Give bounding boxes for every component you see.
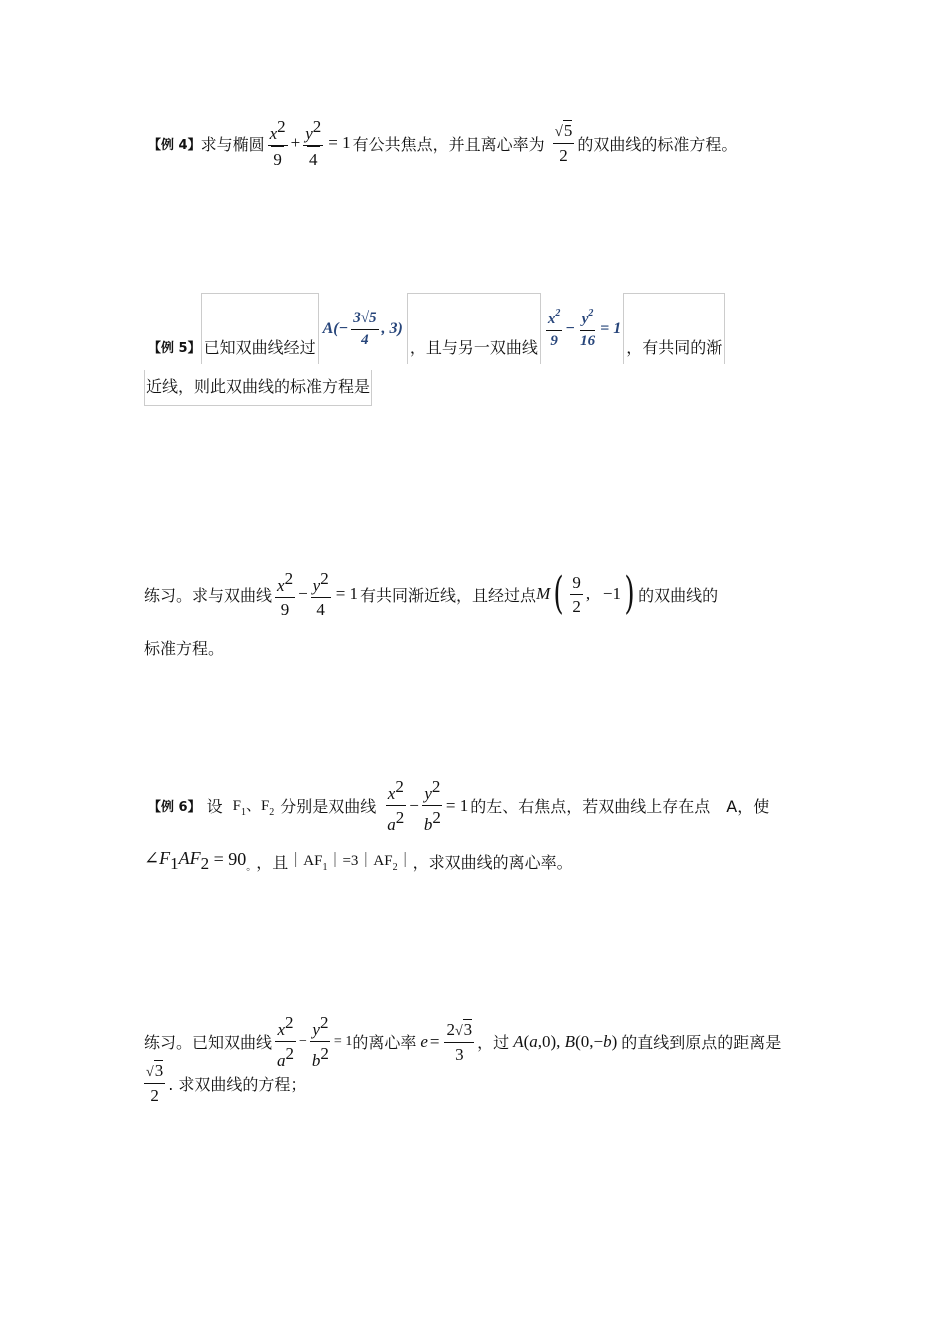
example-4: 【例 4】 求与椭圆 $\frac{x^2}{9}$ + $\frac{y^2}{4}$ = 1 有公共焦点，并且离心率为 $\frac{√5}{2}$ 的双曲线的标准方程。 bbox=[148, 117, 738, 169]
hyperbola-formula: $\frac{x^2}{9}$ − $\frac{y^2}{16}$ = 1 bbox=[547, 308, 622, 349]
practice-2: 练习。已知双曲线 $\frac{x^2}{a^2}$ − $\frac{y^2}{b^2}$ = 1 的离心率 e = $\frac{2√3}{3}$ ，过 A ( a ,0), B (0,− b ) 的直线到原点的距离是 bbox=[144, 1013, 782, 1070]
example-5-label: 【例 5】 bbox=[148, 341, 201, 356]
example-4-label: 【例 4】 bbox=[148, 137, 201, 153]
point-a-formula: A(− $\frac{3√5}{4}$ , 3) bbox=[322, 309, 403, 348]
example-6: 【例 6】 设 $F_1$、$F_2$ 分别是双曲线 $\frac{x^2}{a^2}$ − $\frac{y^2}{b^2}$ = 1 的左、右焦点，若双曲线上存在点 A，使 bbox=[148, 777, 770, 834]
practice-1: 练习。求与双曲线 $\frac{x^2}{9}$ − $\frac{y^2}{4}$ = 1 有共同渐近线，且经过点 M ( $\frac{9}{2}$ , −1 ) 的双曲线的 bbox=[144, 568, 719, 619]
ellipse-term-y: $\frac{y^2}{4}$ bbox=[305, 117, 322, 169]
example-5: 【例 5】 已知双曲线经过 A(− $\frac{3√5}{4}$ , 3) ，且与另一双曲线 $\frac{x^2}{9}$ − $\frac{y^2}{16}$ = 1 ，有共同的渐 bbox=[148, 293, 725, 364]
example-6-label: 【例 6】 bbox=[148, 800, 201, 815]
eccentricity-value: $\frac{√5}{2}$ bbox=[554, 121, 573, 165]
ellipse-term-x: $\frac{x^2}{9}$ bbox=[269, 117, 286, 169]
